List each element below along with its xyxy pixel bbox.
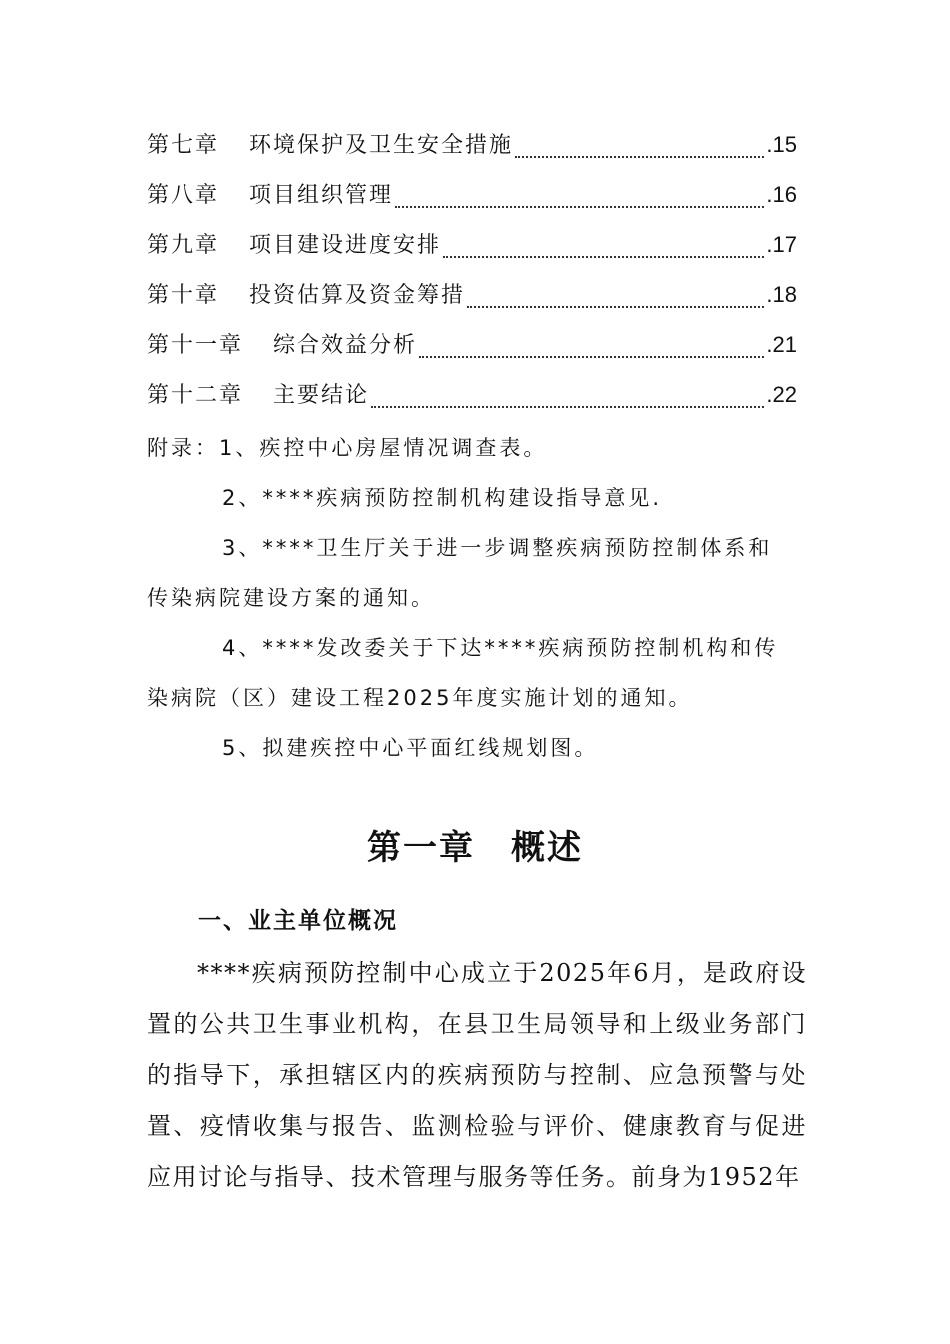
toc-leader-dots bbox=[443, 256, 764, 258]
toc-chapter-title: 环境保护及卫生安全措施 bbox=[249, 133, 514, 158]
toc-chapter-number: 第七章 bbox=[147, 133, 220, 158]
toc-entry bbox=[147, 228, 797, 278]
appendix-item bbox=[147, 428, 807, 478]
toc-leader-dots bbox=[515, 156, 764, 158]
body-paragraph: ****疾病预防控制中心成立于2025年6月，是政府设置的公共卫生事业机构，在县卫生局领导和上级业务部门的指导下，承担辖区内的疾病预防与控制、应急预警与处置、疫情收集与报告、监测检验与评价、健康教育与促进应用讨论与指导、技术管理与服务等任务。前身为1952年 bbox=[147, 959, 807, 1191]
toc-leader-dots bbox=[395, 206, 764, 208]
toc-page-number: .21 bbox=[766, 332, 797, 357]
appendix-item: 3、****卫生厅关于进一步调整疾病预防控制体系和 bbox=[222, 536, 773, 560]
toc-page-number: .17 bbox=[766, 232, 797, 257]
appendix-list bbox=[147, 428, 807, 778]
toc-chapter-number: 第十章 bbox=[147, 283, 220, 308]
section-heading: 一、业主单位概况 bbox=[198, 908, 398, 934]
appendix-item: 4、****发改委关于下达****疾病预防控制机构和传 bbox=[222, 636, 779, 660]
toc-page-number: .22 bbox=[766, 382, 797, 407]
toc-chapter-title: 主要结论 bbox=[273, 383, 370, 408]
toc-chapter-title: 项目组织管理 bbox=[249, 183, 394, 208]
chapter-title: 第一章 概述 bbox=[367, 828, 583, 868]
toc-chapter-number: 第十二章 bbox=[147, 383, 244, 408]
toc-page-number: .18 bbox=[766, 282, 797, 307]
toc-entry bbox=[147, 178, 797, 228]
table-of-contents bbox=[147, 128, 797, 428]
appendix-prefix: 附录： bbox=[147, 436, 219, 460]
toc-page-number: .15 bbox=[766, 132, 797, 157]
appendix-item-continuation: 染病院（区）建设工程2025年度实施计划的通知。 bbox=[147, 686, 693, 710]
toc-chapter-title: 投资估算及资金筹措 bbox=[249, 283, 466, 308]
toc-leader-dots bbox=[419, 356, 764, 358]
toc-entry bbox=[147, 128, 797, 178]
toc-chapter-number: 第十一章 bbox=[147, 333, 244, 358]
toc-chapter-title: 综合效益分析 bbox=[273, 333, 418, 358]
toc-chapter-number: 第九章 bbox=[147, 233, 220, 258]
toc-entry bbox=[147, 328, 797, 378]
appendix-item-continuation: 传染病院建设方案的通知。 bbox=[147, 586, 435, 610]
toc-chapter-title: 项目建设进度安排 bbox=[249, 233, 442, 258]
toc-leader-dots bbox=[467, 306, 764, 308]
appendix-item: 5、拟建疾控中心平面红线规划图。 bbox=[222, 736, 599, 760]
toc-entry bbox=[147, 278, 797, 328]
toc-chapter-number: 第八章 bbox=[147, 183, 220, 208]
toc-entry bbox=[147, 378, 797, 428]
appendix-item-text: 1、疾控中心房屋情况调查表。 bbox=[219, 436, 548, 460]
appendix-item: 2、****疾病预防控制机构建设指导意见. bbox=[222, 486, 663, 510]
toc-leader-dots bbox=[371, 406, 764, 408]
toc-page-number: .16 bbox=[766, 182, 797, 207]
